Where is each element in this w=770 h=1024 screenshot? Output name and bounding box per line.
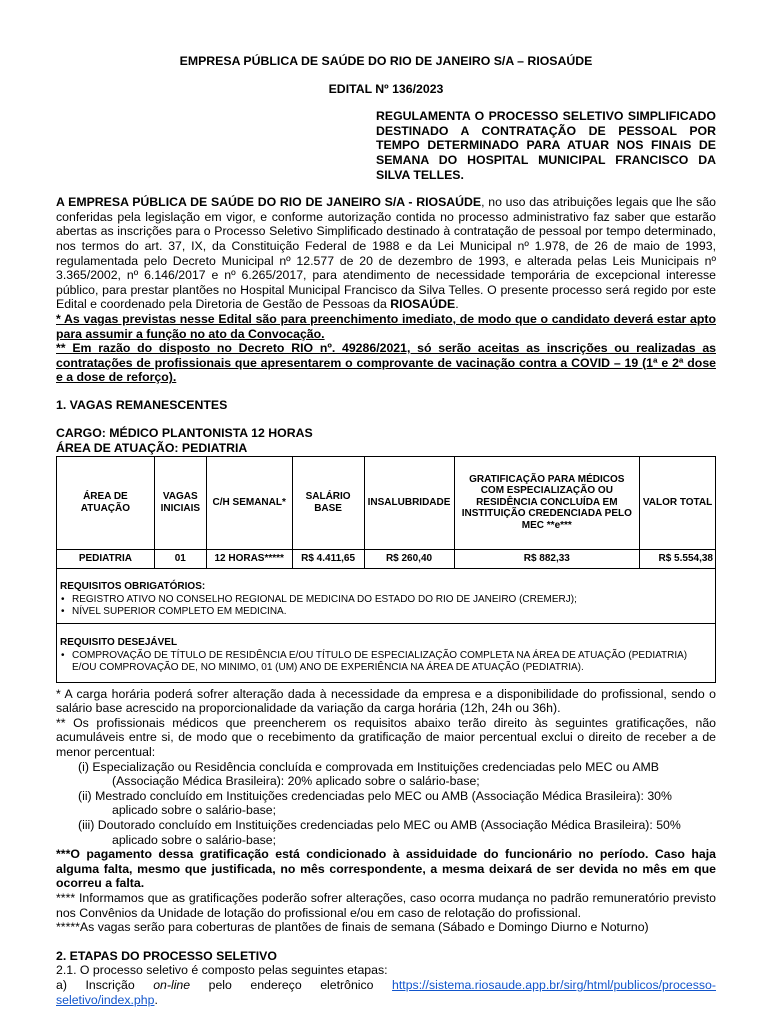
- footnote-2-items: [78, 760, 716, 848]
- cell-area: PEDIATRIA: [57, 549, 155, 568]
- des-list: [60, 650, 712, 674]
- section-2-p2: [56, 978, 716, 1007]
- footnotes: [56, 687, 716, 935]
- list-item: [78, 760, 716, 789]
- req-list: [60, 594, 712, 618]
- cell-vagas: 01: [154, 549, 206, 568]
- p2-end: .: [154, 992, 158, 1007]
- footnote-5: *****As vagas serão para coberturas de plantões de finais de semana (Sábado e Domingo Diurno e Noturno): [56, 920, 649, 935]
- footnote-2: ** Os profissionais médicos que preencherem os requisitos abaixo terão direito às seguintes gratificações, não acumuláveis entre si, de modo que o recebimento da gratificação de maior percentual exclui o direito de receber a de menor percentual:: [56, 715, 716, 760]
- intro-end: .: [455, 297, 459, 312]
- p2-online: on-line: [153, 977, 191, 992]
- header-valor-total: VALOR TOTAL: [640, 456, 716, 549]
- note-vaccination: ** Em razão do disposto no Decreto RIO nº. 49286/2021, só serão aceitas as inscrições ou realizadas as contratações de profissionais que apresentarem o comprovante de vacinação contra a COVID – 19 (1ª e 2ª dose e a dose de reforço).: [56, 341, 716, 385]
- desejavel-row: [57, 623, 716, 682]
- company-header: EMPRESA PÚBLICA DE SAÚDE DO RIO DE JANEIRO S/A – RIOSAÚDE: [179, 54, 593, 68]
- cargo-name: CARGO: MÉDICO PLANTONISTA 12 HORAS: [56, 426, 313, 441]
- table-header-row: [57, 456, 716, 549]
- footnote-1: * A carga horária poderá sofrer alteração dada à necessidade da empresa e a disponibilidade do profissional, sendo o salário base acrescido na proporcionalidade da variação da carga horária (12h, 24h ou 36h).: [56, 686, 716, 716]
- header-area: ÁREA DE ATUAÇÃO: [57, 456, 155, 549]
- inscricao-link[interactable]: https://sistema.riosaude.app.br/sirg/html/publicos/processo-seletivo/index.php: [56, 977, 716, 1007]
- intro-lead: A EMPRESA PÚBLICA DE SAÚDE DO RIO DE JANEIRO S/A - RIOSAÚDE: [56, 195, 482, 210]
- requisitos-obrigatorios: [57, 568, 716, 623]
- intro-paragraph: [56, 195, 716, 385]
- edital-number: EDITAL Nº 136/2023: [328, 81, 444, 96]
- list-item: • REGISTRO ATIVO NO CONSELHO REGIONAL DE MEDICINA DO ESTADO DO RIO DE JANEIRO (CREMERJ);: [72, 594, 712, 606]
- list-item: • NÍVEL SUPERIOR COMPLETO EM MEDICINA.: [72, 606, 712, 618]
- header-salario: SALÁRIO BASE: [292, 456, 364, 549]
- cell-salario: R$ 4.411,65: [292, 549, 364, 568]
- list-item: [78, 789, 716, 818]
- area-name: ÁREA DE ATUAÇÃO: PEDIATRIA: [56, 441, 248, 456]
- item-ii-line1: (ii) Mestrado concluído em Instituições credenciadas pelo MEC ou AMB (Associação Médica Brasileira): 30%: [78, 788, 672, 803]
- cargo-title: [56, 426, 716, 455]
- req-title: REQUISITOS OBRIGATÓRIOS:: [60, 581, 206, 593]
- item-i-line2: (Associação Médica Brasileira): 20% aplicado sobre o salário-base;: [112, 774, 480, 789]
- item-i-line1: (i) Especialização ou Residência concluída e comprovada em Instituições credenciadas pelo MEC ou AMB: [78, 759, 659, 774]
- note-immediate: * As vagas previstas nesse Edital são para preenchimento imediato, de modo que o candidato deverá estar apto para assumir a função no ato da Convocação.: [56, 311, 716, 341]
- intro-tail: RIOSAÚDE: [390, 297, 456, 312]
- edital-ementa: REGULAMENTA O PROCESSO SELETIVO SIMPLIFICADO DESTINADO A CONTRATAÇÃO DE PESSOAL POR TEMPO DETERMINADO PARA ATUAR NOS FINAIS DE SEMANA DO HOSPITAL MUNICIPAL FRANCISCO DA SILVA TELLES.: [376, 109, 716, 182]
- requisitos-row: [57, 568, 716, 623]
- table-row: [57, 549, 716, 568]
- section-2-p1: 2.1. O processo seletivo é composto pelas seguintes etapas:: [56, 963, 388, 978]
- item-ii-line2: aplicado sobre o salário-base;: [112, 803, 277, 818]
- requisito-desejavel: [57, 623, 716, 682]
- item-iii-line2: aplicado sobre o salário-base;: [112, 832, 277, 847]
- footnote-3: ***O pagamento dessa gratificação está condicionado à assiduidade do funcionário no período. Caso haja alguma falta, mesmo que justificada, no mês correspondente, a mesma deixará de ser devida no mês em que ocorreu a falta.: [56, 847, 716, 891]
- des-title: REQUISITO DESEJÁVEL: [60, 637, 178, 649]
- header-gratificacao: GRATIFICAÇÃO PARA MÉDICOS COM ESPECIALIZAÇÃO OU RESIDÊNCIA CONCLUÍDA EM INSTITUIÇÃO CREDENCIADA PELO MEC **e***: [454, 456, 640, 549]
- cell-ch: 12 HORAS*****: [206, 549, 292, 568]
- header-vagas: VAGAS INICIAIS: [154, 456, 206, 549]
- list-item: • COMPROVAÇÃO DE TÍTULO DE RESIDÊNCIA E/OU TÍTULO DE ESPECIALIZAÇÃO COMPLETA NA ÁREA DE ATUAÇÃO (PEDIATRIA) E/OU COMPROVAÇÃO DE, NO MINIMO, 01 (UM) ANO DE EXPERIÊNCIA NA ÁREA DE ATUAÇÃO (PEDIATRIA).: [72, 650, 712, 674]
- section-2-title: 2. ETAPAS DO PROCESSO SELETIVO: [56, 948, 277, 963]
- header-insalubridade: INSALUBRIDADE: [364, 456, 454, 549]
- item-iii-line1: (iii) Doutorado concluído em Instituições credenciadas pelo MEC ou AMB (Associação Médica Brasileira): 50%: [78, 818, 681, 832]
- document-page: [56, 54, 716, 1007]
- p2-middle: pelo endereço eletrônico: [190, 977, 393, 992]
- section-1-title: 1. VAGAS REMANESCENTES: [56, 397, 228, 412]
- p2-prefix: a) Inscrição: [56, 977, 154, 992]
- vagas-table: [56, 456, 716, 683]
- header-ch: C/H SEMANAL*: [206, 456, 292, 549]
- cell-insalubridade: R$ 260,40: [364, 549, 454, 568]
- cell-valor-total: R$ 5.554,38: [640, 549, 716, 568]
- footnote-4: **** Informamos que as gratificações poderão sofrer alterações, caso ocorra mudança no padrão remuneratório previsto nos Convênios da Unidade de lotação do profissional e/ou em caso de relotação do profissional.: [56, 890, 716, 920]
- intro-body: , no uso das atribuições legais que lhe são conferidas pela legislação em vigor, e conforme autorização contida no processo administrativo faz saber que estarão abertas as inscrições para o Processo Seletivo Simplificado destinado à contratação de pessoal por tempo determinado, nos termos do art. 37, IX, da Constituição Federal de 1988 e da Lei Municipal nº 1.978, de 26 de maio de 1993, regulamentada pelo Decreto Municipal nº 12.577 de 20 de dezembro de 1993, e alterada pelas Leis Municipais nº 3.365/2002, nº 6.146/2017 e nº 6.265/2017, para atendimento de necessidade temporária de excepcional interesse público, para prestar plantões no Hospital Municipal Francisco da Silva Telles. O presente processo será regido por este Edital e coordenado pela Diretoria de Gestão de Pessoas da: [56, 195, 717, 312]
- list-item: [78, 818, 716, 847]
- cell-gratificacao: R$ 882,33: [454, 549, 640, 568]
